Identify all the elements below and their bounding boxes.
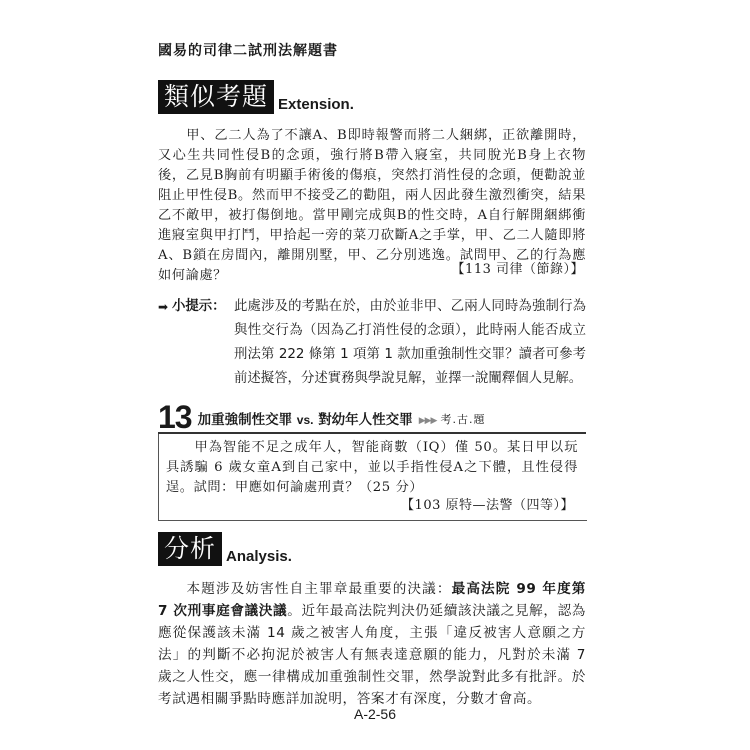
question-source: 【103 原特—法警（四等）】 bbox=[401, 498, 574, 513]
question-title-a: 加重強制性交罪 bbox=[197, 412, 293, 428]
question-title bbox=[198, 408, 413, 428]
extension-title: 類似考題 bbox=[158, 80, 274, 114]
question-paragraph bbox=[166, 438, 578, 498]
analysis-text-1: 本題涉及妨害性自主罪章最重要的決議： bbox=[186, 581, 452, 597]
analysis-title: 分析 bbox=[158, 532, 222, 566]
extension-text: 甲、乙二人為了不讓A、B即時報警而將二人綑綁，正欲離開時，又心生共同性侵B的念頭，強行將B帶入寢室，共同脫光B身上衣物後，乙見B胸前有明顯手術後的傷痕，突然打消性侵的念頭，便勸說並阻止甲性侵B。然而甲不接受乙的勸阻，兩人因此發生激烈衝突，結果乙不敵甲，被打傷倒地。當甲剛完成與B的性交時，A自行解開綑綁衝進寢室與甲打鬥，甲拾起一旁的菜刀砍斷A之手掌，甲、乙二人隨即將A、B鎖在房間內，離開別墅，甲、乙分別逃逸。試問甲、乙的行為應如何論處？ bbox=[158, 128, 586, 283]
question-text: 甲為智能不足之成年人，智能商數（IQ）僅 50。某日甲以玩具誘騙 6 歲女童A到自己家中，並以手指性侵A之下體，且性侵得逞。試問：甲應如何論處刑責？（25 分） bbox=[166, 440, 578, 495]
extension-title-en: Extension. bbox=[278, 96, 354, 113]
tip-block bbox=[158, 295, 586, 391]
extension-source: 【113 司律（節錄）】 bbox=[451, 262, 584, 277]
page-number: A-2-56 bbox=[353, 706, 397, 722]
analysis-paragraph bbox=[158, 578, 586, 710]
analysis-header bbox=[158, 532, 292, 566]
arrow-right-icon: ➡ bbox=[158, 300, 169, 314]
question-tag: 考.古.題 bbox=[440, 413, 486, 426]
analysis-text-bold: 最高法院 99 年度第 7 次刑事庭會議決議 bbox=[158, 581, 586, 619]
extension-header bbox=[158, 80, 354, 114]
tip-label: 小提示： bbox=[172, 299, 226, 314]
running-head: 國易的司律二試刑法解題書 bbox=[158, 43, 338, 59]
question-header bbox=[158, 399, 586, 435]
question-vs: vs. bbox=[296, 413, 314, 427]
analysis-title-en: Analysis. bbox=[226, 548, 292, 565]
question-number: 13 bbox=[158, 399, 192, 435]
triple-arrow-icon: ▶▶▶ bbox=[418, 416, 437, 426]
question-title-b: 對幼年人性交罪 bbox=[318, 412, 413, 428]
analysis-text-2: 。近年最高法院判決仍延續該決議之見解，認為應從保護該未滿 14 歲之被害人角度，主張「違反被害人意願之方法」的判斷不必拘泥於被害人有無表達意願的能力，凡對於未滿 7 歲之人性交，應一律構成加重強制性交罪，然學說對此多有批評。於考試遇相關爭點時應詳加說明，答案才有深度，分數才會高。 bbox=[158, 603, 586, 707]
tip-text: 此處涉及的考點在於，由於並非甲、乙兩人同時為強制行為與性交行為（因為乙打消性侵的念頭），此時兩人能否成立刑法第 222 條第 1 項第 1 款加重強制性交罪？讀者可參考前述擬答，分述實務與學說見解，並擇一說闡釋個人見解。 bbox=[234, 299, 586, 386]
